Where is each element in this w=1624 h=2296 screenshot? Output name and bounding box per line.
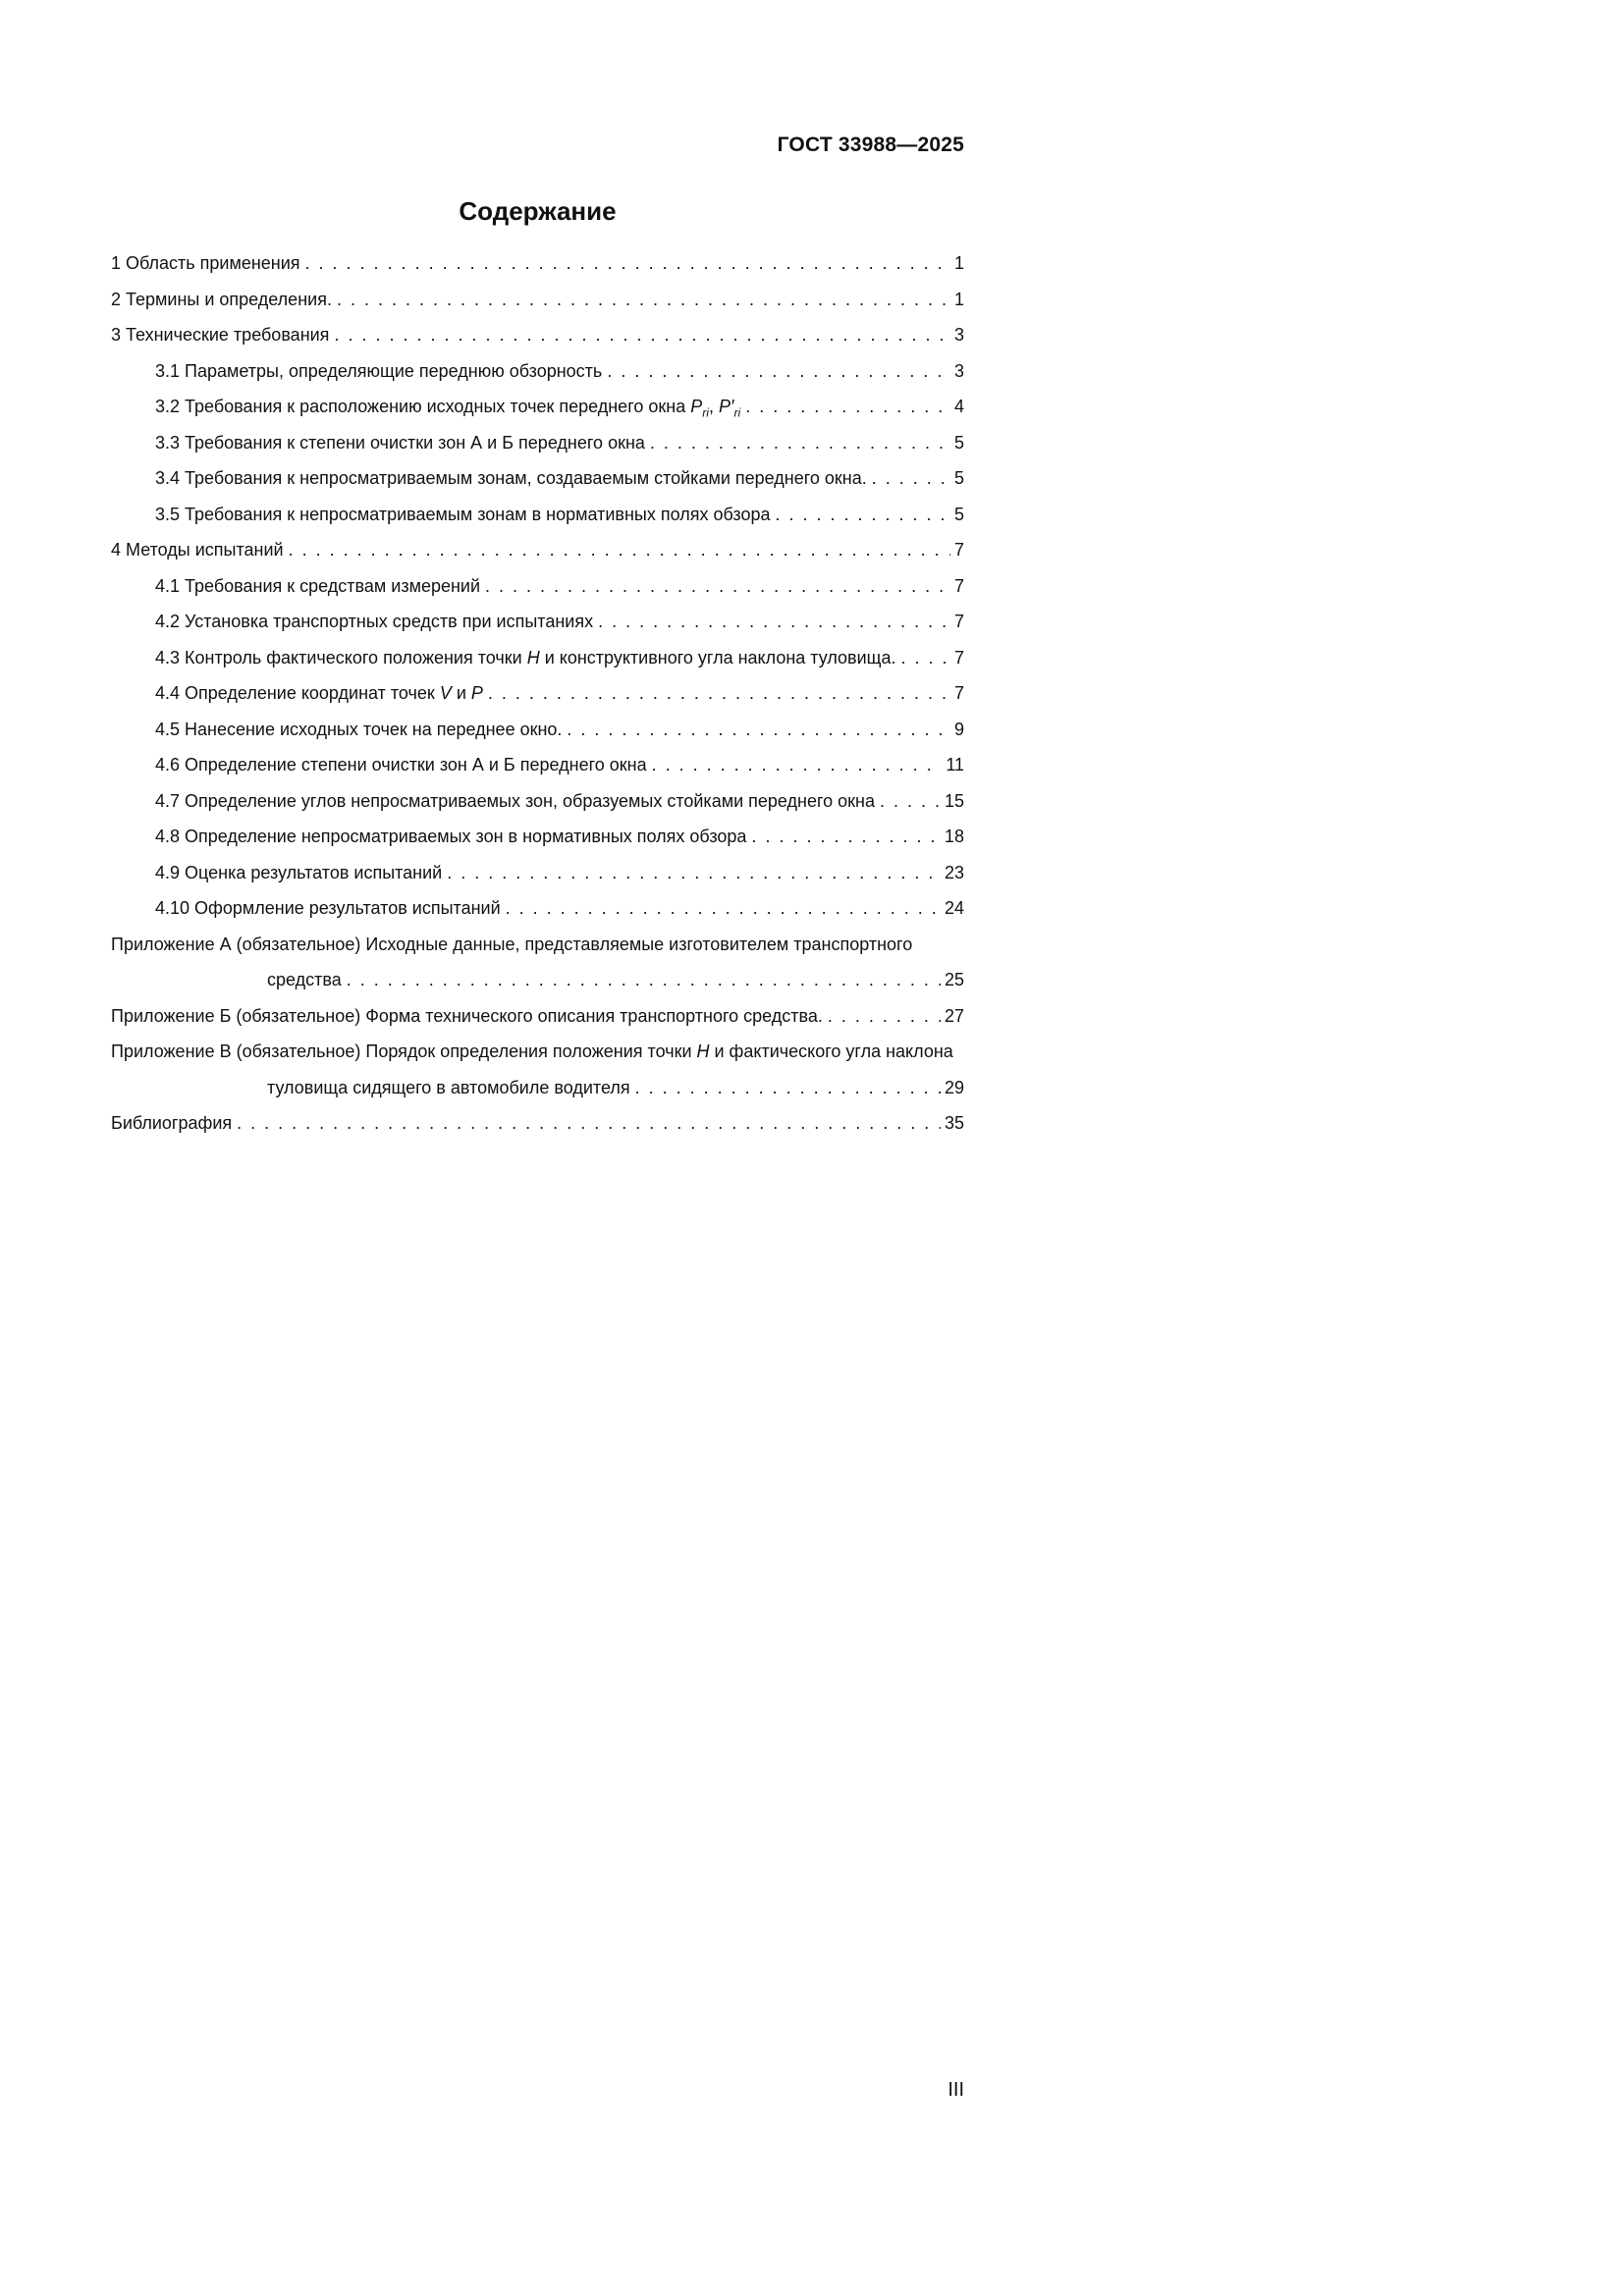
toc-entry — [111, 927, 964, 998]
toc-text-segment: 4.7 Определение углов непросматриваемых зон, образуемых стойками переднего окна — [155, 790, 875, 811]
toc-entry-page: 5 — [953, 468, 964, 488]
toc-entry-row — [155, 604, 964, 640]
page-number: III — [947, 2079, 964, 2101]
toc-list — [111, 245, 964, 1142]
dot-leader — [880, 783, 941, 820]
toc-entry-page: 29 — [944, 1077, 964, 1097]
toc-entry — [155, 568, 964, 605]
toc-entry — [155, 353, 964, 390]
toc-entry-page: 5 — [953, 504, 964, 524]
toc-entry-text — [111, 282, 332, 318]
toc-text-segment: Приложение А (обязательное) Исходные данные, представляемые изготовителем транспортного — [111, 934, 913, 954]
toc-entry — [111, 532, 964, 568]
toc-text-segment: туловища сидящего в автомобиле водителя — [267, 1077, 630, 1097]
dot-leader — [289, 532, 950, 568]
toc-text-segment: 4.5 Нанесение исходных точек на переднее окно. — [155, 719, 563, 739]
dot-leader — [506, 890, 941, 927]
toc-entry-text — [155, 497, 771, 533]
toc-entry — [155, 712, 964, 748]
toc-entry-text — [111, 927, 964, 963]
toc-entry-page: 7 — [953, 612, 964, 631]
toc-text-segment: Н — [696, 1041, 710, 1061]
toc-text-segment: 4 Методы испытаний — [111, 540, 284, 560]
toc-entry-row — [155, 890, 964, 927]
dot-leader — [447, 855, 941, 891]
toc-text-segment: P′ — [719, 397, 734, 416]
dot-leader — [485, 568, 950, 605]
toc-entry-row — [155, 819, 964, 855]
toc-entry-row — [155, 353, 964, 390]
toc-text-segment: 3.3 Требования к степени очистки зон А и Б переднего окна — [155, 432, 645, 453]
toc-text-segment: 3 Технические требования — [111, 325, 330, 345]
toc-text-segment: и конструктивного угла наклона туловища. — [539, 647, 896, 667]
toc-entry-row — [155, 389, 964, 425]
dot-leader — [337, 282, 950, 318]
toc-text-segment: 2 Термины и определения. — [111, 289, 332, 309]
toc-text-segment: P — [690, 397, 703, 416]
toc-entry-page: 3 — [953, 325, 964, 345]
toc-text-segment: 4.9 Оценка результатов испытаний — [155, 862, 443, 882]
toc-entry — [155, 640, 964, 676]
toc-entry-text — [111, 998, 823, 1035]
toc-entry-text — [267, 1070, 630, 1106]
toc-entry — [111, 245, 964, 282]
toc-entry — [111, 1105, 964, 1142]
dot-leader — [745, 389, 950, 425]
toc-entry — [155, 425, 964, 461]
toc-entry-page: 15 — [944, 790, 964, 811]
dot-leader — [901, 640, 950, 676]
toc-entry-text — [155, 568, 480, 605]
toc-entry-page: 7 — [953, 575, 964, 596]
toc-text-segment: 4.2 Установка транспортных средств при испытаниях — [155, 612, 594, 631]
toc-entry — [155, 389, 964, 425]
dot-leader — [652, 747, 943, 783]
toc-text-segment: 3.1 Параметры, определяющие переднюю обзорность — [155, 360, 603, 381]
toc-entry-row — [111, 317, 964, 353]
toc-entry — [111, 317, 964, 353]
toc-entry-text — [267, 962, 342, 998]
toc-entry-text — [111, 532, 284, 568]
toc-entry-row — [111, 532, 964, 568]
toc-entry-page: 25 — [944, 970, 964, 989]
toc-entry-row — [267, 1070, 964, 1106]
dot-leader — [347, 962, 941, 998]
toc-entry-text — [111, 317, 329, 353]
toc-entry-page: 7 — [953, 540, 964, 560]
toc-text-segment: и — [451, 683, 471, 703]
toc-entry-text — [155, 819, 746, 855]
toc-entry — [155, 604, 964, 640]
toc-text-segment: P — [470, 683, 483, 703]
toc-entry-text — [155, 890, 501, 927]
dot-leader — [828, 998, 941, 1035]
toc-text-segment: V — [439, 683, 452, 703]
toc-entry — [155, 783, 964, 820]
toc-text-segment: 4.10 Оформление результатов испытаний — [155, 898, 501, 918]
toc-text-segment: 4.4 Определение координат точек — [155, 683, 440, 703]
toc-entry-text — [155, 425, 645, 461]
toc-entry-row — [155, 855, 964, 891]
toc-entry-page: 4 — [953, 397, 964, 416]
toc-entry-page: 7 — [953, 683, 964, 703]
toc-entry — [111, 998, 964, 1035]
toc-entry-page: 1 — [953, 289, 964, 309]
toc-entry-page: 7 — [953, 647, 964, 667]
toc-text-segment: 3.4 Требования к непросматриваемым зонам, создаваемым стойками переднего окна. — [155, 468, 867, 488]
toc-entry-page: 18 — [944, 827, 964, 846]
toc-entry-page: 24 — [944, 898, 964, 918]
toc-text-segment: 4.6 Определение степени очистки зон А и Б переднего окна — [155, 755, 647, 774]
toc-entry-row — [155, 640, 964, 676]
toc-entry-row — [155, 497, 964, 533]
dot-leader — [776, 497, 950, 533]
dot-leader — [237, 1105, 941, 1142]
dot-leader — [751, 819, 941, 855]
toc-entry-page: 27 — [944, 1005, 964, 1026]
toc-entry-text — [155, 855, 442, 891]
toc-text-segment: Приложение Б (обязательное) Форма технического описания транспортного средства. — [111, 1005, 823, 1026]
toc-entry-page: 9 — [953, 719, 964, 739]
toc-text-segment: 4.1 Требования к средствам измерений — [155, 575, 481, 596]
toc-text-segment: Библиография — [111, 1113, 233, 1133]
toc-entry-text — [111, 1105, 232, 1142]
dot-leader — [305, 245, 950, 282]
toc-text-segment: Приложение В (обязательное) Порядок определения положения точки — [111, 1041, 697, 1061]
toc-text-segment: Н — [526, 647, 540, 667]
toc-entry-text — [155, 640, 896, 676]
toc-entry-row — [155, 425, 964, 461]
toc-entry — [155, 497, 964, 533]
toc-entry-row — [111, 245, 964, 282]
toc-text-segment: 1 Область применения — [111, 253, 300, 273]
toc-entry-row — [155, 568, 964, 605]
toc-entry-row — [111, 282, 964, 318]
toc-entry — [155, 747, 964, 783]
toc-text-segment: 3.2 Требования к расположению исходных точек переднего окна — [155, 397, 691, 416]
toc-text-segment: , — [709, 397, 720, 416]
toc-entry-row — [155, 783, 964, 820]
document-number: ГОСТ 33988—2025 — [777, 133, 964, 156]
toc-entry-row — [111, 1105, 964, 1142]
toc-entry-row — [155, 460, 964, 497]
toc-entry — [155, 819, 964, 855]
dot-leader — [872, 460, 950, 497]
toc-entry — [155, 675, 964, 712]
toc-entry-text — [155, 353, 602, 390]
toc-entry — [111, 1034, 964, 1105]
toc-text-segment: 4.8 Определение непросматриваемых зон в нормативных полях обзора — [155, 827, 747, 846]
dot-leader — [334, 317, 950, 353]
toc-entry-row — [155, 712, 964, 748]
toc-entry — [111, 282, 964, 318]
toc-text-segment: 4.3 Контроль фактического положения точки — [155, 647, 527, 667]
dot-leader — [607, 353, 950, 390]
dot-leader — [635, 1070, 941, 1106]
toc-entry-text — [155, 675, 483, 712]
toc-entry-text — [155, 712, 562, 748]
toc-entry-page: 1 — [953, 253, 964, 273]
toc-entry-text — [155, 783, 875, 820]
toc-entry-row — [111, 998, 964, 1035]
toc-entry-text — [155, 747, 647, 783]
toc-entry-page: 5 — [953, 432, 964, 453]
toc-entry — [155, 890, 964, 927]
dot-leader — [488, 675, 950, 712]
toc-text-segment: ri — [702, 405, 710, 420]
toc-title: Содержание — [459, 196, 617, 226]
toc-entry-page: 11 — [946, 755, 964, 774]
toc-text-segment: ri — [733, 405, 741, 420]
dot-leader — [567, 712, 950, 748]
toc-entry-row — [267, 962, 964, 998]
toc-entry-text — [155, 604, 593, 640]
dot-leader — [650, 425, 950, 461]
toc-entry-row — [155, 675, 964, 712]
toc-entry-row — [155, 747, 964, 783]
toc-entry — [155, 855, 964, 891]
toc-text-segment: и фактического угла наклона — [709, 1041, 953, 1061]
toc-text-segment: средства — [267, 970, 342, 989]
toc-entry-text — [155, 460, 867, 497]
toc-entry-text — [111, 1034, 964, 1070]
toc-entry-text — [111, 245, 300, 282]
toc-entry-page: 3 — [953, 360, 964, 381]
dot-leader — [598, 604, 950, 640]
toc-entry-text — [155, 389, 740, 425]
toc-entry-page: 35 — [944, 1113, 964, 1133]
toc-text-segment: 3.5 Требования к непросматриваемым зонам в нормативных полях обзора — [155, 504, 771, 524]
toc-entry — [155, 460, 964, 497]
toc-entry-page: 23 — [944, 862, 964, 882]
